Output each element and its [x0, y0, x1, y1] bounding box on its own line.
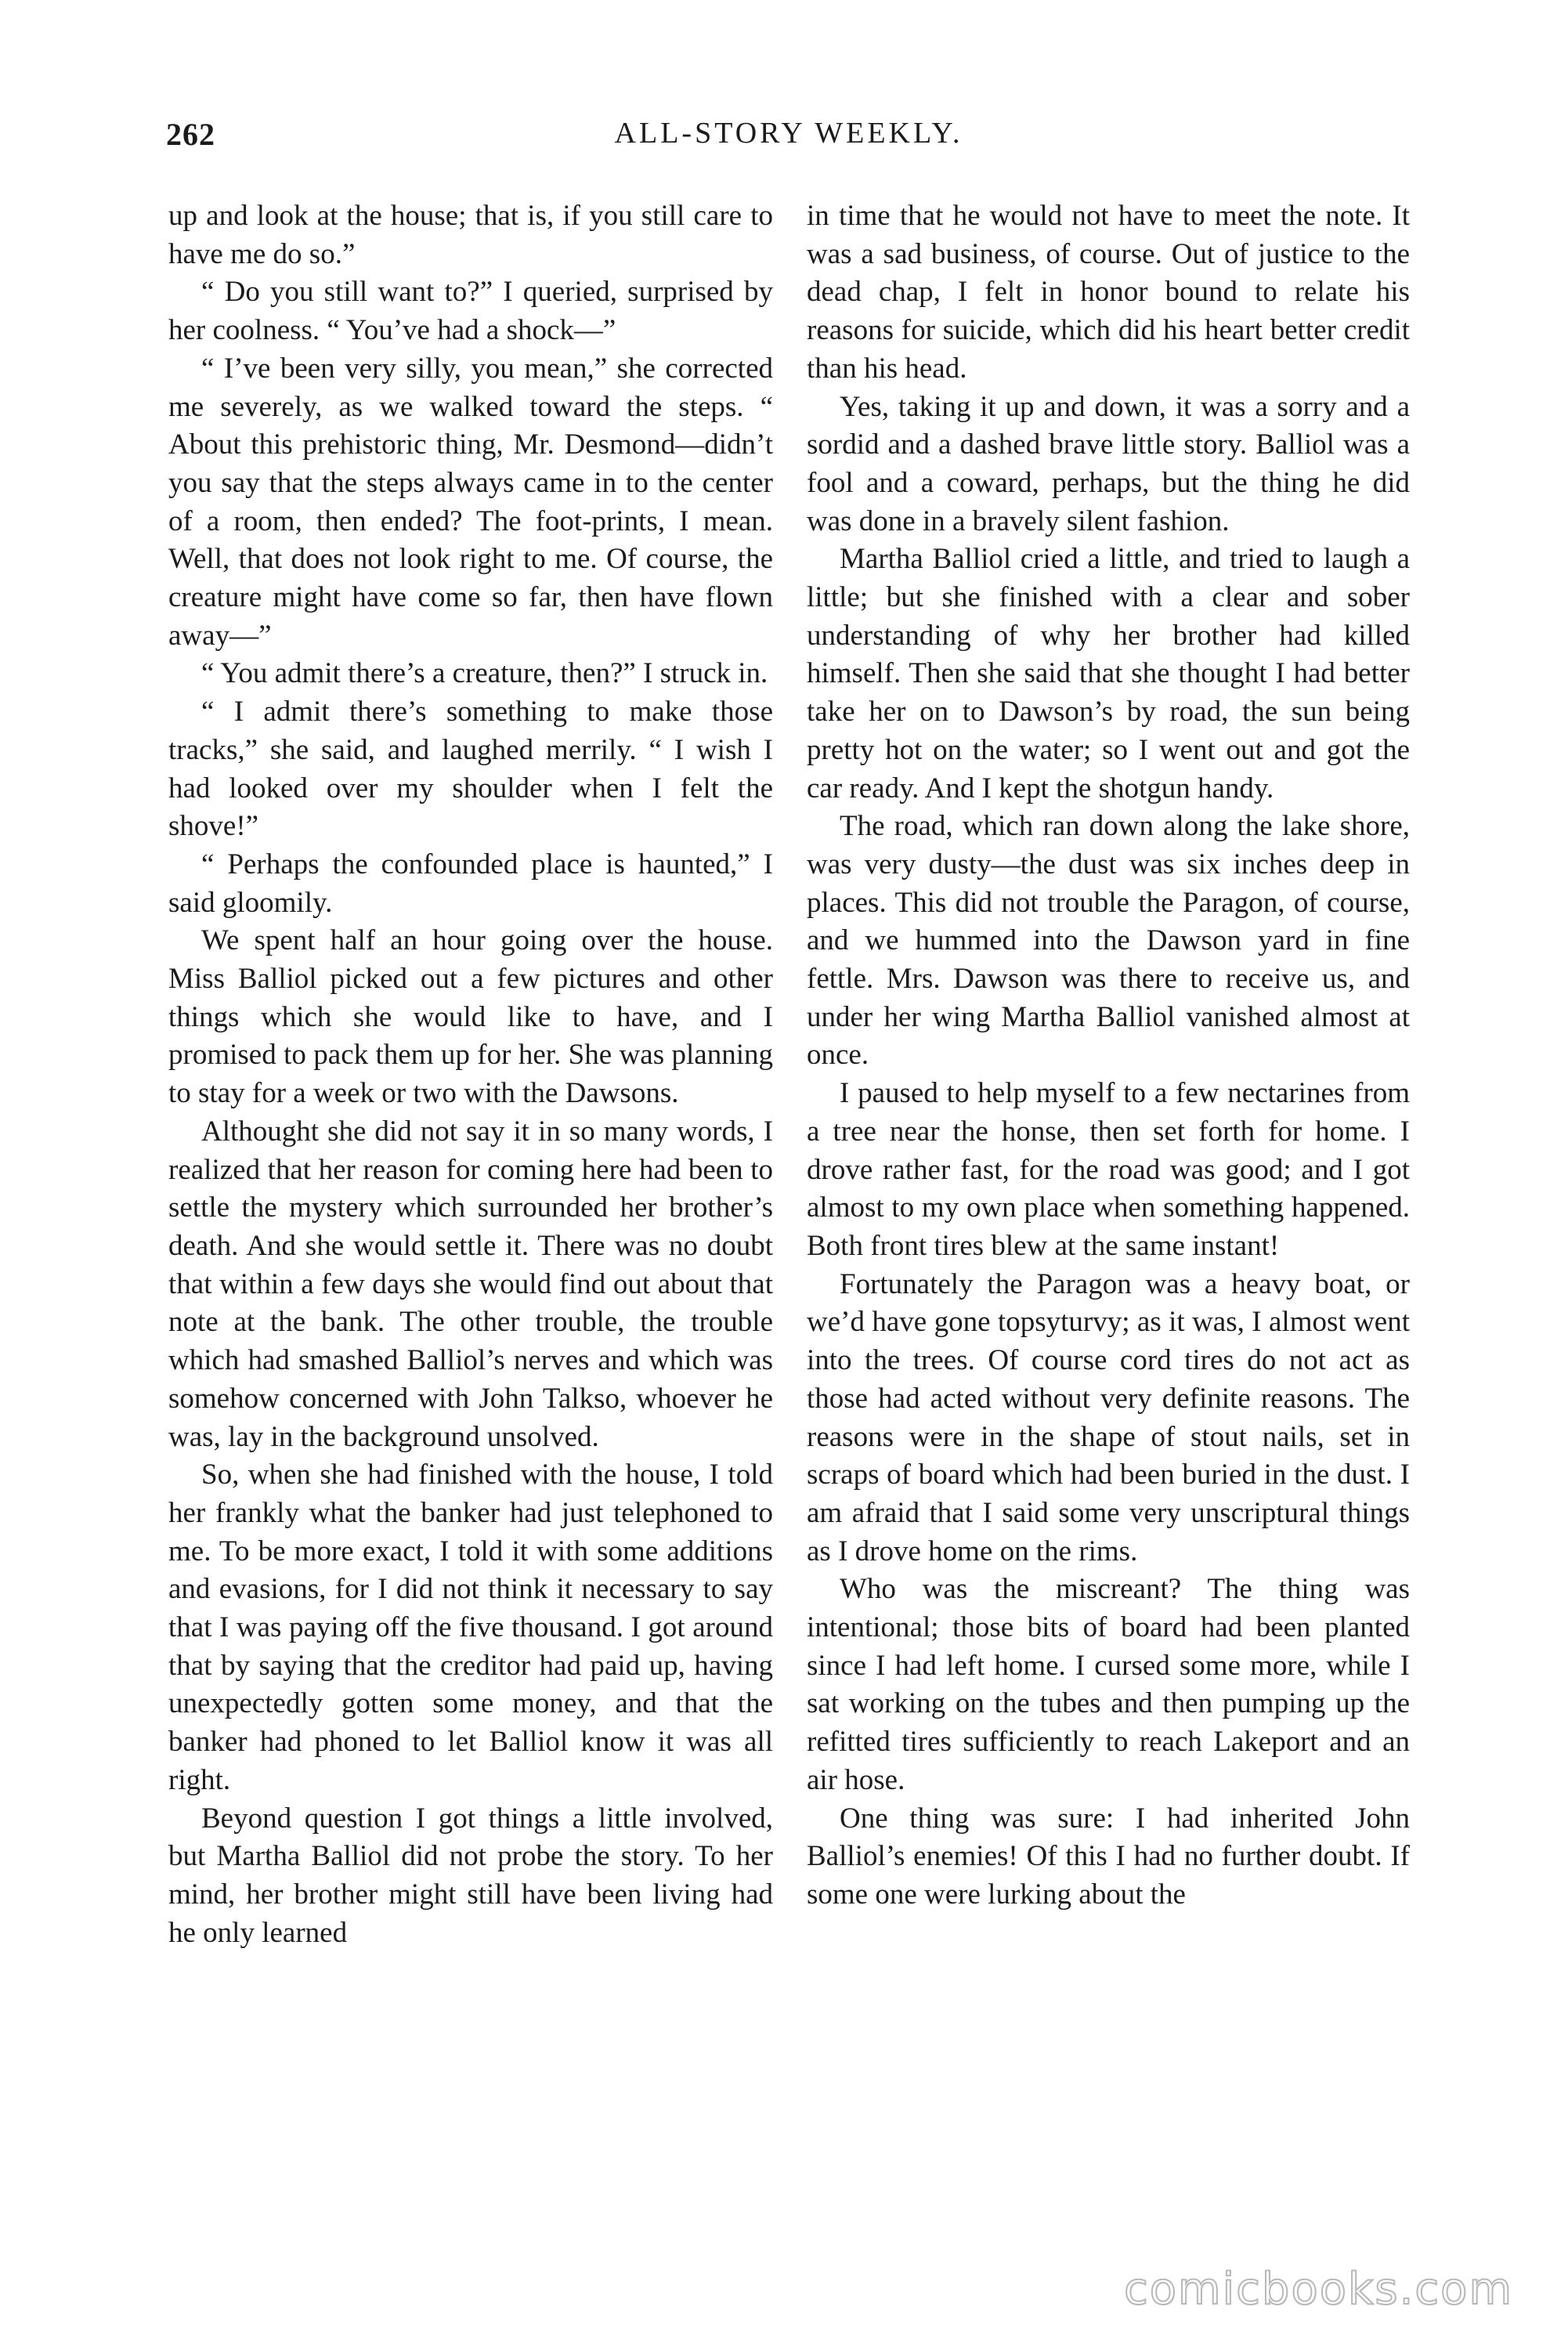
paragraph: “ I’ve been very silly, you mean,” she corrected me severely, as we walked toward the steps. “ About this prehistoric thing, Mr. Desmond—didn’t you say that the steps always came in to the center of a room, then ended? The foot-prints, I mean. Well, that does not look right to me. Of course, the creature might have come so far, then have flown away—” — [168, 352, 773, 652]
paragraph: “ Perhaps the confounded place is haunted,” I said gloomily. — [168, 848, 773, 919]
paragraph: Yes, taking it up and down, it was a sorry and a sordid and a dashed brave little story. Balliol was a fool and a coward, perhaps, but the thing he did was done in a bravely silent fashion. — [807, 390, 1410, 537]
paragraph: We spent half an hour going over the house. Miss Balliol picked out a few pictures and other things which she would like to have, and I promised to pack them up for her. She was planning to stay for a week or two with the Dawsons. — [168, 924, 773, 1110]
paragraph: Martha Balliol cried a little, and tried to laugh a little; but she finished with a clear and sober understanding of why her brother had killed himself. Then she said that she thought I had better take her on to Dawson’s by road, the sun being pretty hot on the water; so I went out and got the car ready. And I kept the shotgun handy. — [807, 543, 1410, 804]
paragraph: Who was the miscreant? The thing was intentional; those bits of board had been planted since I had left home. I cursed some more, while I sat working on the tubes and then pumping up the refitted tires sufficiently to reach Lakeport and an air hose. — [807, 1573, 1410, 1796]
paragraph: “ You admit there’s a creature, then?” I struck in. — [201, 657, 768, 690]
left-column — [168, 197, 773, 1952]
site-watermark: comicbooks.com — [1123, 2264, 1513, 2315]
paragraph: “ I admit there’s something to make those tracks,” she said, and laughed merrily. “ I wish I had looked over my shoulder when I felt the shove!” — [168, 696, 773, 843]
paragraph: up and look at the house; that is, if you still care to have me do so.” — [168, 200, 773, 270]
paragraph: Althought she did not say it in so many words, I realized that her reason for coming here had been to settle the mystery which surrounded her brother’s death. And she would settle it. There was no doubt that within a few days she would find out about that note at the bank. The other trouble, the trouble which had smashed Balliol’s nerves and which was somehow concerned with John Talkso, whoever he was, lay in the background unsolved. — [168, 1115, 773, 1453]
paragraph: Fortunately the Paragon was a heavy boat, or we’d have gone topsyturvy; as it was, I almost went into the trees. Of course cord tires do not act as those had acted without very definite reasons. The reasons were in the shape of stout nails, set in scraps of board which had been buried in the dust. I am afraid that I said some very unscriptural things as I drove home on the rims. — [807, 1267, 1410, 1567]
running-title: ALL-STORY WEEKLY. — [614, 117, 963, 150]
paragraph: The road, which ran down along the lake shore, was very dusty—the dust was six inches deep in places. This did not trouble the Paragon, of course, and we hummed into the Dawson yard in fine fettle. Mrs. Dawson was there to receive us, and under her wing Martha Balliol vanished almost at once. — [807, 810, 1410, 1072]
paragraph: Beyond question I got things a little involved, but Martha Balliol did not probe the story. To her mind, her brother might still have been living had he only learned — [168, 1802, 773, 1949]
right-column — [807, 197, 1410, 1914]
paragraph: “ Do you still want to?” I queried, surprised by her coolness. “ You’ve had a shock—” — [168, 276, 773, 347]
paragraph: in time that he would not have to meet the note. It was a sad business, of course. Out of justice to the dead chap, I felt in honor bound to relate his reasons for suicide, which did his heart better credit than his head. — [807, 200, 1410, 385]
paragraph: I paused to help myself to a few nectarines from a tree near the honse, then set forth for home. I drove rather fast, for the road was good; and I got almost to my own place when something happened. Both front tires blew at the same instant! — [807, 1077, 1410, 1262]
page-number: 262 — [166, 117, 215, 152]
paragraph: So, when she had finished with the house, I told her frankly what the banker had just telephoned to me. To be more exact, I told it with some additions and evasions, for I did not think it necessary to say that I was paying off the five thousand. I got around that by saying that the creditor had paid up, having unexpectedly gotten some money, and that the banker had phoned to let Balliol know it was all right. — [168, 1459, 773, 1796]
page-header — [166, 116, 1411, 163]
paragraph: One thing was sure: I had inherited John Balliol’s enemies! Of this I had no further doubt. If some one were lurking about the — [807, 1802, 1410, 1911]
